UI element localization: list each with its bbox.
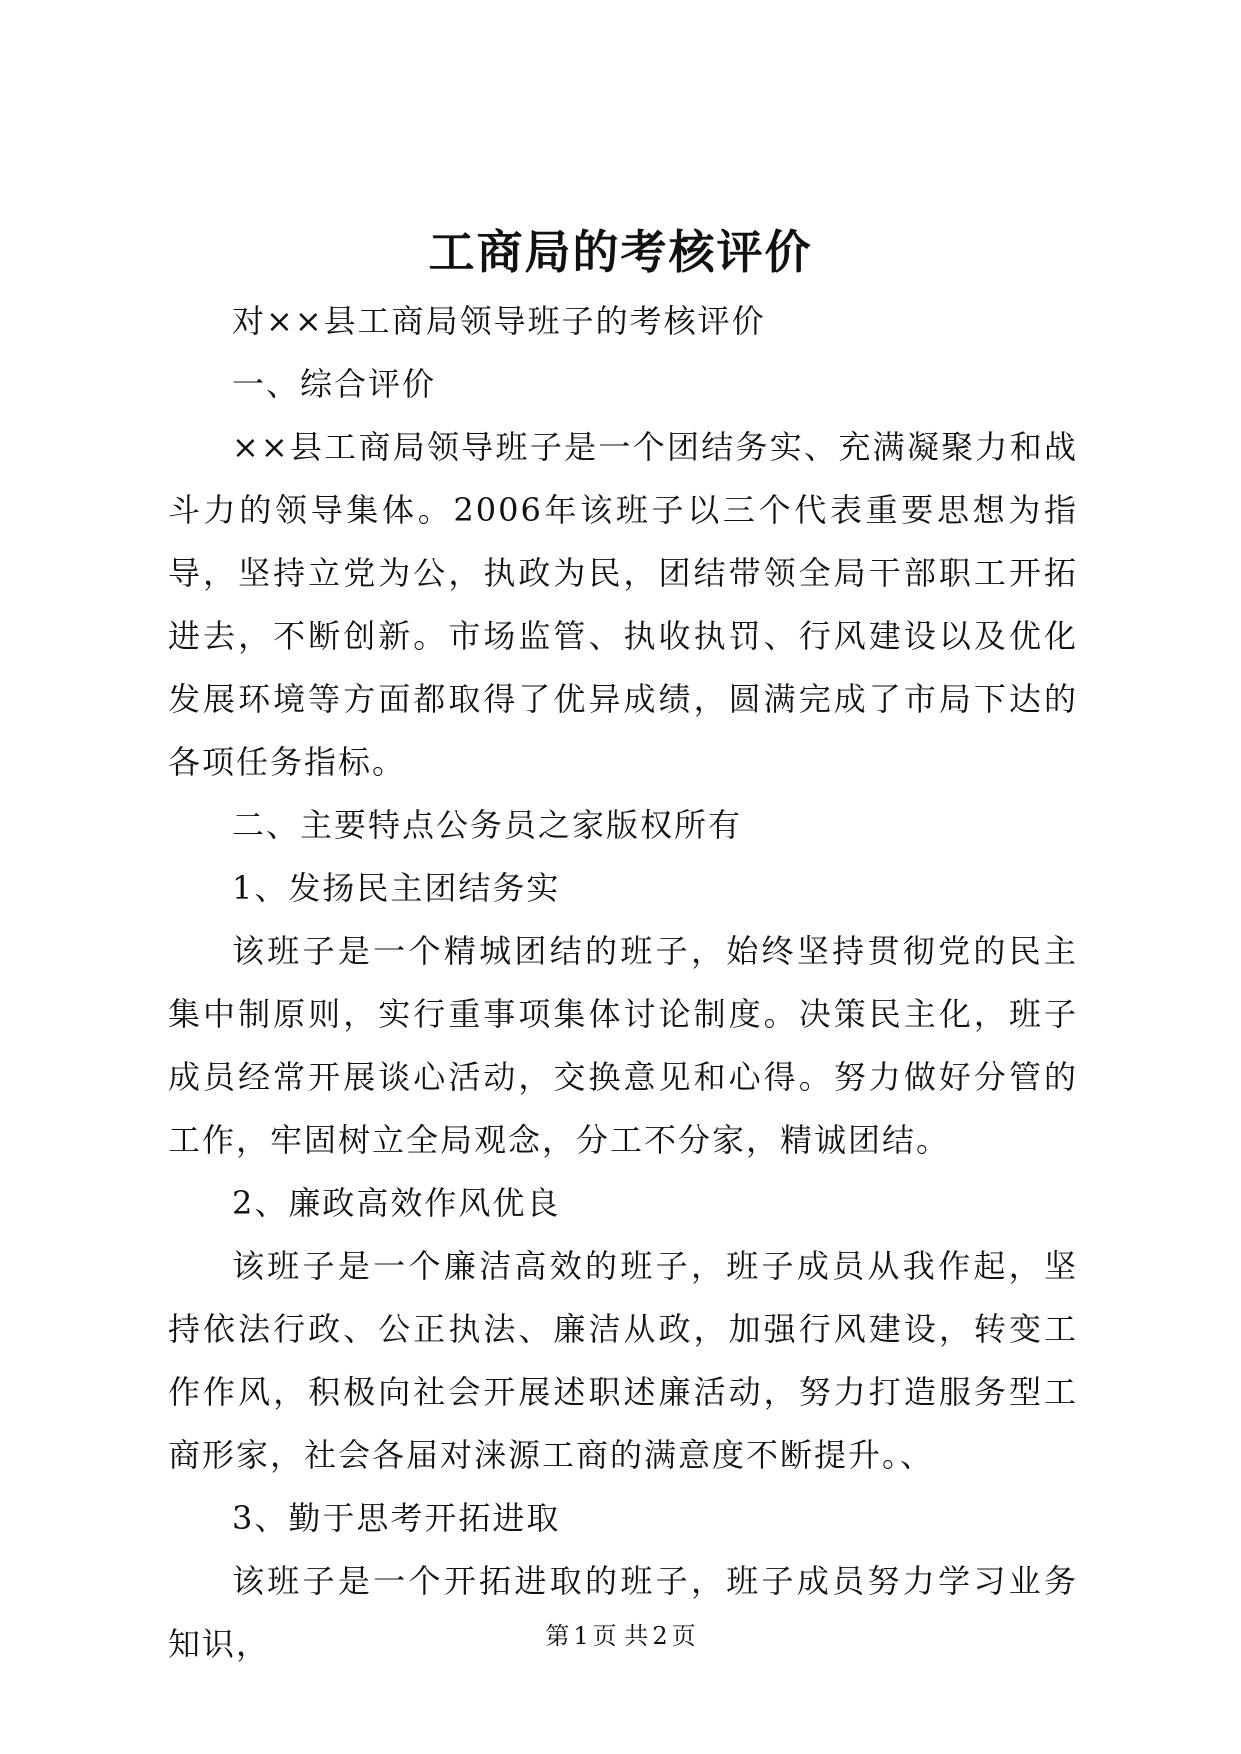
paragraph-democracy: 该班子是一个精城团结的班子，始终坚持贯彻党的民主集中制原则，实行重事项集体讨论制度。决策民主化，班子成员经常开展谈心活动，交换意见和心得。努力做好分管的工作，牢固树立全局观念，分工不分家，精诚团结。 xyxy=(168,932,1078,1159)
paragraph-overview: ××县工商局领导班子是一个团结务实、充满凝聚力和战斗力的领导集体。2006年该班子以三个代表重要思想为指导，坚持立党为公，执政为民，团结带领全局干部职工开拓进去，不断创新。市场监管、执收执罚、行风建设以及优化发展环境等方面都取得了优异成绩，圆满完成了市局下达的各项任务指标。 xyxy=(168,428,1078,781)
page-label-suffix: 页 xyxy=(671,1622,696,1650)
subheading-1: 1、发扬民主团结务实 xyxy=(232,869,561,907)
section-heading-2: 二、主要特点公务员之家版权所有 xyxy=(232,806,743,844)
page-footer xyxy=(0,1620,1241,1652)
section-heading-1: 一、综合评价 xyxy=(232,365,437,403)
subheading-3: 3、勤于思考开拓进取 xyxy=(232,1499,561,1537)
document-title: 工商局的考核评价 xyxy=(428,225,813,279)
subheading-2: 2、廉政高效作风优良 xyxy=(232,1184,561,1222)
page-label-mid: 页 共 xyxy=(592,1622,649,1650)
paragraph-innovation: 该班子是一个开拓进取的班子，班子成员努力学习业务知识， xyxy=(168,1562,1078,1663)
current-page-number: 1 xyxy=(573,1622,589,1650)
total-pages-number: 2 xyxy=(652,1622,668,1650)
paragraph-integrity: 该班子是一个廉洁高效的班子，班子成员从我作起，坚持依法行政、公正执法、廉洁从政，加强行风建设，转变工作作风，积极向社会开展述职述廉活动，努力打造服务型工商形家，社会各届对涞源工商的满意度不断提升。、 xyxy=(168,1247,1078,1474)
document-body xyxy=(168,290,1078,1676)
page-label-prefix: 第 xyxy=(545,1622,570,1650)
paragraph-subtitle: 对××县工商局领导班子的考核评价 xyxy=(232,302,766,340)
